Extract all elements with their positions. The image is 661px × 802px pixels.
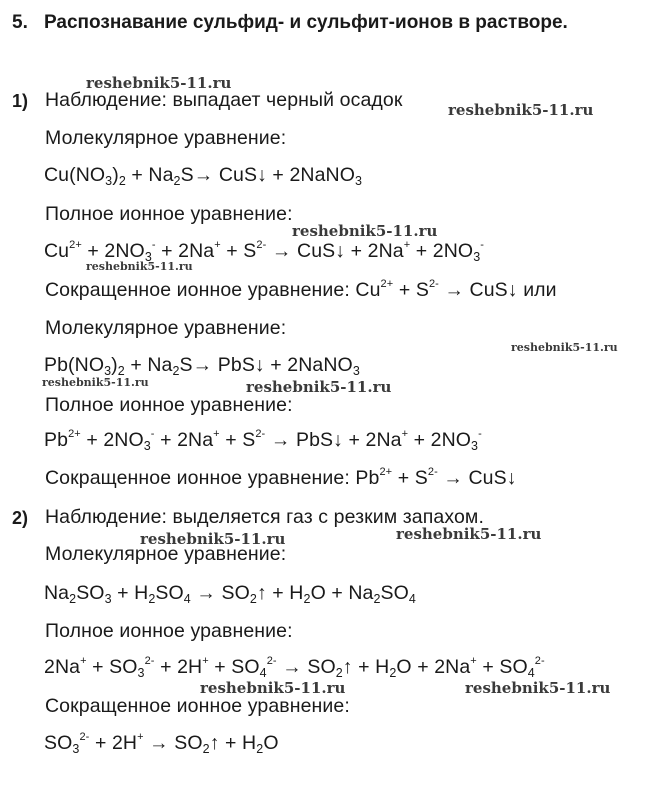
pb-short-ionic-label: Сокращенное ионное уравнение: bbox=[45, 467, 350, 489]
subscript: 3 bbox=[137, 666, 145, 680]
part2-observation: Наблюдение: выделяется газ с резким запахом. bbox=[45, 506, 484, 528]
superscript: 2- bbox=[266, 655, 277, 667]
superscript: + bbox=[213, 428, 220, 440]
pb-full-ionic-equation bbox=[44, 429, 482, 452]
equation-text: + 2NO bbox=[80, 429, 144, 451]
subscript: 3 bbox=[352, 364, 360, 378]
watermark: reshebnik5-11.ru bbox=[246, 378, 392, 396]
equation-text: + Na bbox=[124, 354, 173, 376]
or-word: или bbox=[523, 279, 557, 301]
part1-observation: Наблюдение: выпадает черный осадок bbox=[45, 89, 403, 111]
superscript: 2- bbox=[79, 731, 90, 743]
so3-short-ionic-label: Сокращенное ионное уравнение: bbox=[45, 695, 350, 717]
subscript: 2 bbox=[335, 666, 343, 680]
equation-text: Cu bbox=[355, 279, 381, 301]
superscript: 2- bbox=[534, 655, 545, 667]
equation-text: ) bbox=[111, 354, 118, 376]
pb-short-ionic-equation bbox=[355, 467, 516, 489]
equation-text: → SO bbox=[190, 582, 250, 604]
equation-text: + Na bbox=[125, 164, 174, 186]
equation-text: S→ PbS↓ + 2NaNO bbox=[179, 354, 353, 376]
equation-text: + 2NO bbox=[81, 240, 145, 262]
equation-text: → PbS↓ + 2Na bbox=[265, 429, 402, 451]
equation-text: 2Na bbox=[44, 656, 81, 678]
superscript: + bbox=[401, 428, 409, 440]
subscript: 2 bbox=[256, 742, 264, 756]
so3-short-ionic-equation bbox=[44, 732, 279, 755]
task-title bbox=[12, 12, 568, 34]
subscript: 2 bbox=[389, 666, 397, 680]
superscript: 2+ bbox=[69, 239, 82, 251]
superscript: 2- bbox=[256, 239, 267, 251]
equation-text: + 2NO bbox=[408, 429, 472, 451]
pb-full-ionic-label: Полное ионное уравнение: bbox=[45, 394, 293, 416]
subscript: 2 bbox=[202, 742, 210, 756]
subscript: 2 bbox=[373, 592, 381, 606]
task-number: 5. bbox=[12, 12, 28, 33]
watermark: reshebnik5-11.ru bbox=[86, 260, 193, 273]
subscript: 2 bbox=[303, 592, 311, 606]
watermark: reshebnik5-11.ru bbox=[292, 222, 438, 240]
subscript: 4 bbox=[527, 666, 535, 680]
equation-text: + S bbox=[220, 240, 257, 262]
cu-molecular-equation bbox=[44, 164, 362, 187]
equation-text: → SO bbox=[276, 656, 336, 678]
superscript: 2+ bbox=[380, 278, 394, 290]
superscript: + bbox=[470, 655, 477, 667]
subscript: 2 bbox=[69, 592, 77, 606]
equation-text: ↑ + H bbox=[342, 656, 390, 678]
part2-number: 2) bbox=[12, 508, 29, 528]
equation-text: ↑ + H bbox=[209, 732, 257, 754]
cu-molecular-label: Молекулярное уравнение: bbox=[45, 127, 287, 149]
subscript: 3 bbox=[104, 364, 112, 378]
subscript: 3 bbox=[104, 592, 112, 606]
subscript: 3 bbox=[471, 439, 479, 453]
equation-text: SO bbox=[380, 582, 409, 604]
equation-text: + SO bbox=[86, 656, 138, 678]
pb-molecular-label: Молекулярное уравнение: bbox=[45, 317, 287, 339]
cu-short-ionic-label: Сокращенное ионное уравнение: bbox=[45, 279, 350, 301]
cu-short-ionic-equation bbox=[355, 279, 517, 301]
equation-text: → CuS↓ bbox=[437, 467, 517, 489]
equation-text: Pb(NO bbox=[44, 354, 105, 376]
superscript: + bbox=[80, 655, 87, 667]
equation-text: S→ CuS↓ + 2NaNO bbox=[180, 164, 355, 186]
equation-text: O + 2Na bbox=[396, 656, 471, 678]
superscript: - bbox=[478, 428, 482, 440]
subscript: 3 bbox=[143, 439, 151, 453]
equation-text: Na bbox=[44, 582, 70, 604]
equation-text: Cu bbox=[44, 240, 70, 262]
superscript: + bbox=[403, 239, 411, 251]
equation-text: → SO bbox=[143, 732, 203, 754]
equation-text: + 2H bbox=[154, 656, 203, 678]
equation-text: SO bbox=[155, 582, 184, 604]
subscript: 2 bbox=[173, 174, 181, 188]
subscript: 3 bbox=[354, 174, 363, 188]
equation-text: + SO bbox=[476, 656, 528, 678]
equation-text: + 2NO bbox=[410, 240, 474, 262]
superscript: + bbox=[137, 731, 144, 743]
subscript: 3 bbox=[72, 742, 80, 756]
equation-text: SO bbox=[76, 582, 105, 604]
equation-text: + S bbox=[219, 429, 256, 451]
watermark: reshebnik5-11.ru bbox=[511, 341, 618, 354]
equation-text: Pb bbox=[355, 467, 380, 489]
equation-text: → CuS↓ bbox=[438, 279, 518, 301]
watermark: reshebnik5-11.ru bbox=[465, 679, 611, 697]
equation-text: SO bbox=[44, 732, 73, 754]
superscript: - bbox=[151, 239, 156, 251]
equation-text: O bbox=[263, 732, 279, 754]
task-title-text: Распознавание сульфид- и сульфит-ионов в растворе. bbox=[44, 12, 568, 33]
subscript: 2 bbox=[148, 592, 156, 606]
subscript: 2 bbox=[172, 364, 180, 378]
so3-molecular-equation bbox=[44, 582, 416, 605]
so3-molecular-label: Молекулярное уравнение: bbox=[45, 543, 287, 565]
subscript: 3 bbox=[473, 250, 481, 264]
watermark: reshebnik5-11.ru bbox=[42, 376, 149, 389]
subscript: 2 bbox=[118, 174, 126, 188]
equation-text: → CuS↓ + 2Na bbox=[266, 240, 404, 262]
equation-text: + H bbox=[111, 582, 149, 604]
superscript: - bbox=[150, 428, 155, 440]
equation-text: Pb bbox=[44, 429, 69, 451]
equation-text: + S bbox=[393, 279, 429, 301]
cu-short-ionic-line bbox=[45, 279, 557, 302]
subscript: 4 bbox=[259, 666, 267, 680]
equation-text: ↑ + H bbox=[256, 582, 304, 604]
superscript: + bbox=[214, 239, 221, 251]
watermark: reshebnik5-11.ru bbox=[86, 74, 232, 92]
equation-text: + 2H bbox=[89, 732, 138, 754]
superscript: 2- bbox=[427, 466, 438, 478]
superscript: 2+ bbox=[68, 428, 81, 440]
equation-text: O + Na bbox=[310, 582, 374, 604]
part1-number: 1) bbox=[12, 91, 29, 111]
equation-text: + 2Na bbox=[154, 429, 214, 451]
superscript: 2- bbox=[144, 655, 155, 667]
equation-text: + S bbox=[392, 467, 428, 489]
subscript: 2 bbox=[249, 592, 257, 606]
subscript: 2 bbox=[117, 364, 125, 378]
equation-text: + 2Na bbox=[155, 240, 215, 262]
pb-short-ionic-line bbox=[45, 467, 517, 490]
superscript: 2- bbox=[255, 428, 266, 440]
cu-full-ionic-label: Полное ионное уравнение: bbox=[45, 203, 293, 225]
subscript: 3 bbox=[144, 250, 152, 264]
superscript: + bbox=[202, 655, 209, 667]
watermark: reshebnik5-11.ru bbox=[448, 101, 594, 119]
watermark: reshebnik5-11.ru bbox=[200, 679, 346, 697]
superscript: 2- bbox=[428, 278, 439, 290]
superscript: - bbox=[480, 239, 485, 251]
so3-full-ionic-equation bbox=[44, 656, 545, 679]
equation-text: Cu(NO bbox=[44, 164, 106, 186]
subscript: 3 bbox=[105, 174, 113, 188]
subscript: 4 bbox=[408, 592, 416, 606]
equation-text: + SO bbox=[208, 656, 260, 678]
watermark: reshebnik5-11.ru bbox=[140, 530, 286, 548]
so3-full-ionic-label: Полное ионное уравнение: bbox=[45, 620, 293, 642]
watermark: reshebnik5-11.ru bbox=[396, 525, 542, 543]
pb-molecular-equation bbox=[44, 354, 360, 377]
superscript: 2+ bbox=[379, 466, 393, 478]
subscript: 4 bbox=[183, 592, 191, 606]
equation-text: ) bbox=[112, 164, 119, 186]
